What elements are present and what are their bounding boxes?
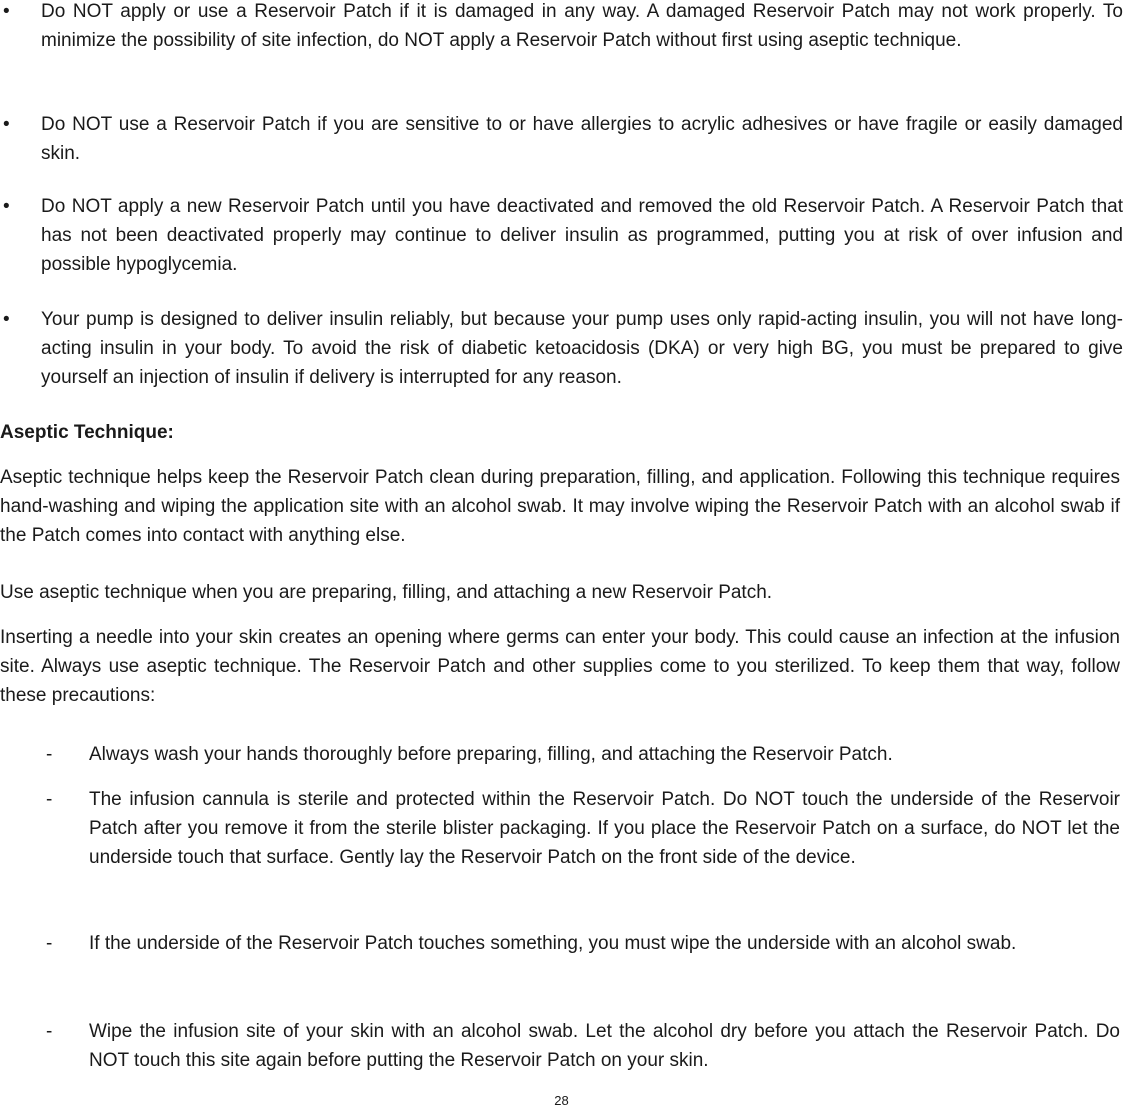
dash-marker: - bbox=[46, 744, 53, 765]
precaution-item bbox=[0, 1017, 1120, 1075]
paragraph: Use aseptic technique when you are preparing, filling, and attaching a new Reservoir Patch. bbox=[0, 582, 773, 603]
bullet-marker: • bbox=[3, 309, 10, 330]
warning-item bbox=[0, 110, 1123, 168]
paragraph: Aseptic technique helps keep the Reservoir Patch clean during preparation, filling, and application. Following this technique requires hand-washing and wiping the application site with an alcohol swab. It may involve wiping the Reservoir Patch with an alcohol swab if the Patch comes into contact with anything else. bbox=[0, 467, 1120, 546]
precaution-item bbox=[0, 929, 1120, 958]
precaution-text: If the underside of the Reservoir Patch touches something, you must wipe the underside with an alcohol swab. bbox=[89, 933, 1017, 954]
warning-item bbox=[0, 305, 1123, 392]
warning-text: Do NOT apply a new Reservoir Patch until you have deactivated and removed the old Reservoir Patch. A Reservoir Patch that has not been deactivated properly may continue to deliver insulin as programmed, putting you at risk of over infusion and possible hypoglycemia. bbox=[41, 196, 1123, 275]
warning-item bbox=[0, 192, 1123, 279]
bullet-marker: • bbox=[3, 196, 10, 217]
warning-item bbox=[0, 0, 1123, 55]
bullet-marker: • bbox=[3, 114, 10, 135]
precaution-item bbox=[0, 785, 1120, 872]
warning-text: Your pump is designed to deliver insulin reliably, but because your pump uses only rapid-acting insulin, you will not have long-acting insulin in your body. To avoid the risk of diabetic ketoacidosis (DKA) or very high BG, you must be prepared to give yourself an injection of insulin if delivery is interrupted for any reason. bbox=[41, 309, 1123, 388]
section-heading: Aseptic Technique: bbox=[0, 422, 174, 443]
precaution-text: Wipe the infusion site of your skin with an alcohol swab. Let the alcohol dry before you attach the Reservoir Patch. Do NOT touch this site again before putting the Reservoir Patch on your skin. bbox=[89, 1021, 1120, 1071]
warning-text: Do NOT apply or use a Reservoir Patch if it is damaged in any way. A damaged Reservoir Patch may not work properly. To minimize the possibility of site infection, do NOT apply a Reservoir Patch without first using aseptic technique. bbox=[41, 1, 1123, 51]
precaution-item bbox=[0, 740, 1120, 769]
dash-marker: - bbox=[46, 933, 53, 954]
paragraph: Inserting a needle into your skin creates an opening where germs can enter your body. This could cause an infection at the infusion site. Always use aseptic technique. The Reservoir Patch and other supplies come to you sterilized. To keep them that way, follow these precautions: bbox=[0, 627, 1120, 706]
dash-marker: - bbox=[46, 1021, 53, 1042]
bullet-marker: • bbox=[3, 1, 10, 22]
page-number: 28 bbox=[554, 1093, 569, 1108]
dash-marker: - bbox=[46, 789, 53, 810]
warning-text: Do NOT use a Reservoir Patch if you are sensitive to or have allergies to acrylic adhesives or have fragile or easily damaged skin. bbox=[41, 114, 1123, 164]
precaution-text: The infusion cannula is sterile and protected within the Reservoir Patch. Do NOT touch the underside of the Reservoir Patch after you remove it from the sterile blister packaging. If you place the Reservoir Patch on a surface, do NOT let the underside touch that surface. Gently lay the Reservoir Patch on the front side of the device. bbox=[89, 789, 1120, 868]
precaution-text: Always wash your hands thoroughly before preparing, filling, and attaching the Reservoir Patch. bbox=[89, 744, 893, 765]
